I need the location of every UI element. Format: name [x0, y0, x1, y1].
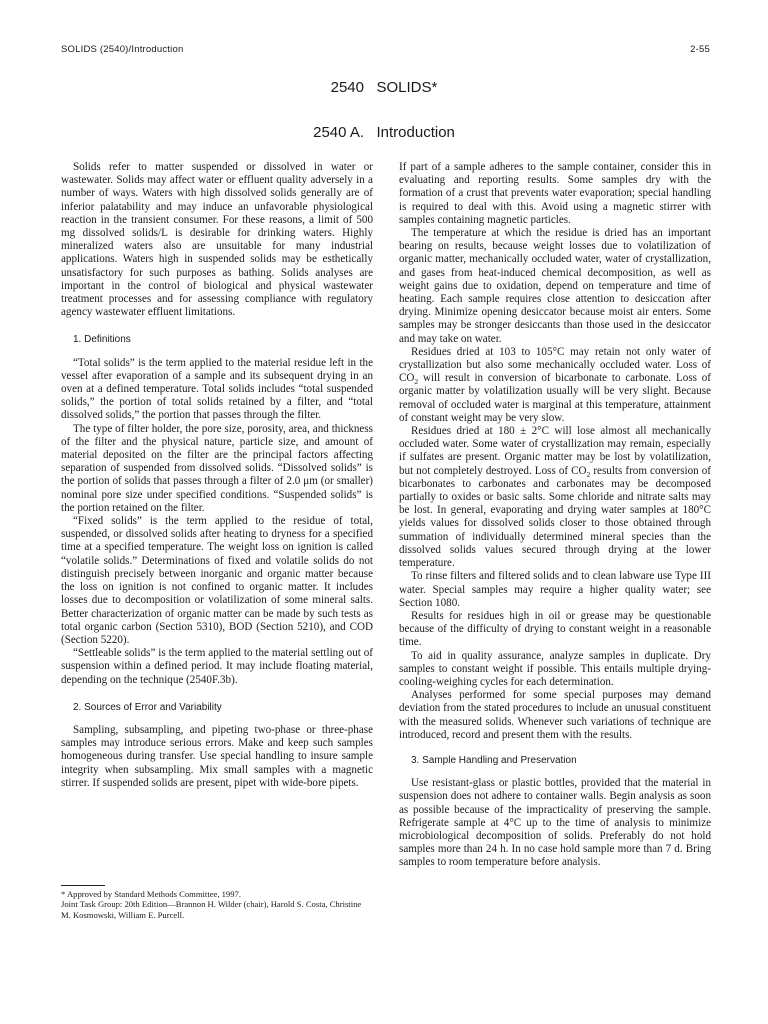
p3-subscript: 2 [414, 377, 419, 387]
section-title: 2540 A. Introduction [313, 124, 455, 141]
definitions-paragraph-3: “Fixed solids” is the term applied to the residue of total, suspended, or dissolved solids after heating to dryness for a specified time at a specified temperature. The weight loss on ignition is called “volatile solids.” Determinations of fixed and volatile solids do not distinguish precisely between inorganic and organic matter because the loss on ignition is not confined to organic matter. It includes losses due to decomposition or volatilization of some mineral salts. Better characterization of organic matter can be made by such tests as total organic carbon (Section 5310), BOD (Section 5210), and COD (Section 5220). [61, 515, 373, 646]
right-paragraph-3 [399, 346, 711, 425]
p4-subscript: 2 [586, 469, 591, 479]
right-paragraph-4 [399, 425, 711, 570]
footnote-approval: * Approved by Standard Methods Committee, 1997. [61, 889, 241, 899]
p4-part-a: Residues dried at 180 ± 2°C will lose almost all mechanically occluded water. Some water of crystallization may remain, especially if sulfates are present. Organic matter may be lost by volatilization, but not completely destroyed. Loss of CO [399, 425, 711, 477]
right-paragraph-8: Analyses performed for some special purposes may demand deviation from the stated procedures to include an unusual constituent with the measured solids. Whenever such variations of technique are introduced, record and present them with the results. [399, 689, 711, 741]
error-paragraph-1: Sampling, subsampling, and pipeting two-phase or three-phase samples may introduce serious errors. Make and keep such samples homogeneous during transfer. Use special handling to insure sample integrity when subsampling. Mix small samples with a magnetic stirrer. If suspended solids are present, pipet with wide-bore pipets. [61, 723, 373, 789]
definitions-paragraph-2: The type of filter holder, the pore size, porosity, area, and thickness of the filter and the physical nature, particle size, and amount of material deposited on the filter are the principal factors affecting separation of suspended from dissolved solids. “Dissolved solids” is the portion of solids that passes through a filter of 2.0 μm (or smaller) nominal pore size under specified conditions. “Suspended solids” is the portion retained on the filter. [61, 422, 373, 514]
p3-part-b: will result in conversion of bicarbonate to carbonate. Loss of organic matter by volatilization usually will be very slight. Because removal of occluded water is marginal at this temperature, attainment of constant weight may be very slow. [399, 372, 711, 424]
right-paragraph-1: If part of a sample adheres to the sample container, consider this in evaluating and reporting results. Some samples dry with the formation of a crust that prevents water evaporation; special handling is required to deal with this. Avoid using a magnetic stirrer with samples containing magnetic particles. [399, 161, 711, 226]
error-variability-heading: 2. Sources of Error and Variability [73, 701, 222, 713]
p3-part-a: Residues dried at 103 to 105°C may retain not only water of crystallization but also some mechanically occluded water. Loss of CO [399, 345, 711, 385]
page-number: 2-55 [690, 44, 710, 55]
right-paragraph-5: To rinse filters and filtered solids and to clean labware use Type III water. Special samples may require a higher quality water; see Section 1080. [399, 570, 711, 609]
sample-handling-heading: 3. Sample Handling and Preservation [411, 754, 577, 766]
left-column [61, 161, 373, 790]
footnote-task-group: Joint Task Group: 20th Edition—Brannon H. Wilder (chair), Harold S. Costa, Christine M. Kosmowski, William E. Purcell. [61, 899, 362, 920]
p4-part-b: results from conversion of bicarbonates to carbonates and carbonates may be decomposed partially to oxides or basic salts. Some chloride and nitrate salts may be lost. In general, evaporating and drying water samples at 180°C yields values for dissolved solids closer to those obtained through summation of individually determined mineral species than the dissolved solids values secured through drying at the lower temperature. [399, 464, 711, 570]
intro-paragraph: Solids refer to matter suspended or dissolved in water or wastewater. Solids may affect water or effluent quality adversely in a number of ways. Waters with high dissolved solids generally are of inferior palatability and may induce an unfavorable physiological reaction in the transient consumer. For these reasons, a limit of 500 mg dissolved solids/L is desirable for drinking waters. Highly mineralized waters also are unsuitable for many industrial applications. Waters high in suspended solids may be esthetically unsatisfactory for such purposes as bathing. Solids analyses are important in the control of biological and physical wastewater treatment processes and for assessing compliance with regulatory agency wastewater effluent limitations. [61, 161, 373, 319]
definitions-heading: 1. Definitions [73, 334, 131, 346]
definitions-paragraph-1: “Total solids” is the term applied to the material residue left in the vessel after evaporation of a sample and its subsequent drying in an oven at a defined temperature. Total solids includes “total suspended solids,” the portion of total solids retained by a filter, and “total dissolved solids,” the portion that passes through the filter. [61, 356, 373, 422]
definitions-paragraph-4: “Settleable solids” is the term applied to the material settling out of suspension within a defined period. It may include floating material, depending on the technique (2540F.3b). [61, 647, 373, 686]
right-paragraph-9: Use resistant-glass or plastic bottles, provided that the material in suspension does not adhere to container walls. Begin analysis as soon as possible because of the impracticality of preserving the sample. Refrigerate sample at 4°C up to the time of analysis to minimize microbiological decomposition of solids. Preferably do not hold samples more than 24 h. In no case hold sample more than 7 d. Bring samples to room temperature before analysis. [399, 777, 711, 869]
right-paragraph-7: To aid in quality assurance, analyze samples in duplicate. Dry samples to constant weight if possible. This entails multiple drying-cooling-weighing cycles for each determination. [399, 649, 711, 688]
right-column [399, 161, 711, 870]
document-title: 2540 SOLIDS* [330, 79, 438, 96]
footnote [61, 885, 373, 920]
footnote-rule [61, 885, 105, 886]
right-paragraph-6: Results for residues high in oil or grease may be questionable because of the difficulty of drying to constant weight in a reasonable time. [399, 609, 711, 649]
running-header-left: SOLIDS (2540)/Introduction [61, 44, 184, 55]
right-paragraph-2: The temperature at which the residue is dried has an important bearing on results, because weight losses due to volatilization of organic matter, mechanically occluded water, water of crystallization, and gases from heat-induced chemical decomposition, as well as weight gains due to oxidation, depend on temperature and time of heating. Each sample requires close attention to desiccation after drying. Minimize opening desiccator because moist air enters. Some samples may be stronger desiccants than those used in the desiccator and may take on water. [399, 227, 711, 345]
